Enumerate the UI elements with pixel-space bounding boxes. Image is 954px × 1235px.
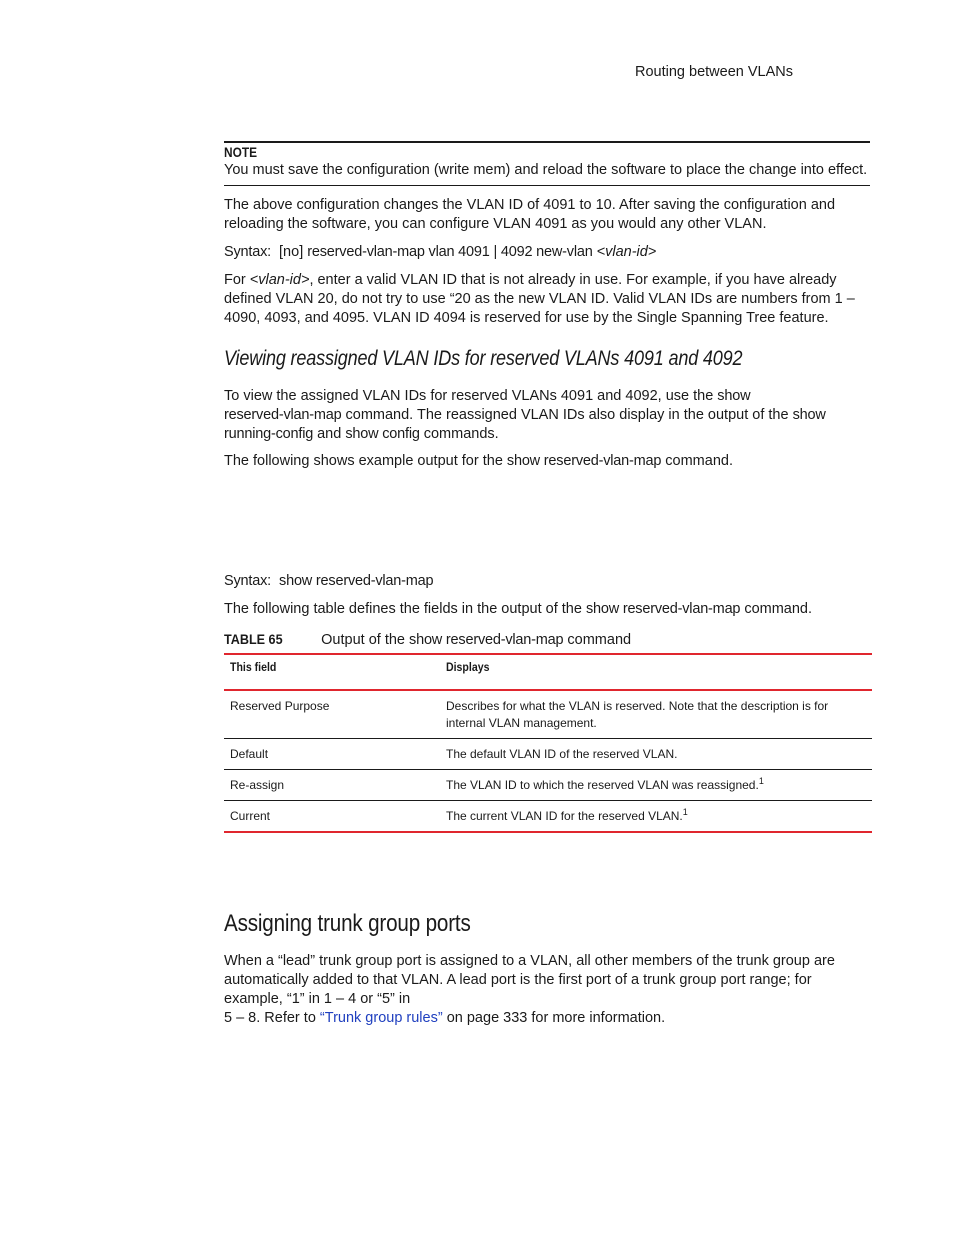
paragraph-config-change — [224, 196, 870, 234]
trunk-group-rules-link[interactable]: “Trunk group rules” — [319, 1010, 443, 1026]
text-run: commands. — [419, 426, 499, 442]
syntax-label: Syntax: — [224, 244, 271, 260]
text-run: To view the assigned VLAN IDs for reserved VLANs 4091 and 4092, use the — [224, 388, 718, 404]
note-text: You must save the configuration (write mem) and reload the software to place the change into effect. — [224, 162, 868, 178]
paragraph-line: automatically added to that VLAN. A lead port is the first port of a trunk group port range; for — [224, 972, 812, 988]
syntax-label: Syntax: — [224, 573, 271, 589]
syntax-show-reserved-vlan-map — [224, 573, 433, 589]
paragraph-table-intro — [224, 600, 870, 619]
text-run: The following table defines the fields in the output of the — [224, 601, 586, 617]
inline-command: show config — [345, 426, 420, 442]
paragraph-line: defined VLAN 20, do not try to use “20 as the new VLAN ID. Valid VLAN IDs are numbers from 1 – — [224, 291, 855, 307]
syntax-command: reserved-vlan-map vlan 4091 | 4092 new-vlan — [307, 244, 593, 260]
table-cell-display — [446, 770, 872, 801]
table-header-row — [224, 654, 872, 690]
text-run: command. — [740, 601, 813, 617]
fields-table — [224, 653, 872, 833]
section-heading-trunk: Assigning trunk group ports — [224, 910, 471, 937]
cell-line: Describes for what the VLAN is reserved. Note that the description is for — [446, 699, 829, 713]
paragraph-view-ids — [224, 387, 870, 444]
note-top-rule — [224, 141, 870, 143]
text-run: on page 333 for more information. — [442, 1010, 666, 1026]
table-cell-display — [446, 801, 872, 833]
inline-command: show — [792, 407, 826, 423]
inline-command: show reserved-vlan-map — [585, 601, 741, 617]
inline-argument: <vlan-id> — [249, 272, 310, 288]
paragraph-line: example, “1” in 1 – 4 or “5” in — [224, 991, 411, 1007]
footnote-marker: 1 — [682, 807, 688, 817]
footnote-marker: 1 — [758, 776, 764, 786]
paragraph-line: reloading the software, you can configure VLAN 4091 as you would any other VLAN. — [224, 216, 767, 232]
paragraph-trunk — [224, 952, 870, 1028]
inline-command: show — [717, 388, 751, 404]
text-run: command. — [661, 453, 733, 469]
text-run: command. The reassigned VLAN IDs also display in the output of the — [341, 407, 793, 423]
text-run: Output of the — [321, 632, 410, 648]
inline-command: show reserved-vlan-map — [409, 632, 564, 648]
table-row — [224, 739, 872, 770]
table-row — [224, 770, 872, 801]
text-run: For — [224, 272, 250, 288]
table-row — [224, 801, 872, 833]
table-cell-display — [446, 690, 872, 739]
text-run: , enter a valid VLAN ID that is not already in use. For example, if you have already — [309, 272, 837, 288]
inline-command: reserved-vlan-map — [224, 407, 342, 423]
cell-line: The current VLAN ID for the reserved VLAN. — [446, 809, 683, 823]
paragraph-example-output — [224, 452, 870, 471]
syntax-command: show reserved-vlan-map — [279, 573, 434, 589]
cell-line: internal VLAN management. — [446, 716, 597, 730]
table-cell-field: Current — [224, 801, 446, 833]
running-header: Routing between VLANs — [635, 64, 793, 80]
note-bottom-rule — [224, 185, 870, 186]
text-run: The following shows example output for the — [224, 453, 507, 469]
cell-line: The default VLAN ID of the reserved VLAN. — [446, 747, 678, 761]
text-run: command — [563, 632, 632, 648]
paragraph-line: When a “lead” trunk group port is assigned to a VLAN, all other members of the trunk group are — [224, 953, 835, 969]
table-cell-field: Re-assign — [224, 770, 446, 801]
syntax-no-option: [no] — [279, 244, 304, 260]
table-header-cell: Displays — [446, 654, 872, 690]
text-run: and — [313, 426, 346, 442]
text-run: 5 – 8. Refer to — [224, 1010, 320, 1026]
note-title: NOTE — [224, 145, 258, 160]
table-caption — [224, 631, 631, 648]
table-cell-display — [446, 739, 872, 770]
table-label: TABLE 65 — [224, 631, 283, 647]
paragraph-line: The above configuration changes the VLAN ID of 4091 to 10. After saving the configuration and — [224, 197, 836, 213]
inline-command: running-config — [224, 426, 314, 442]
table-row — [224, 690, 872, 739]
inline-command: show reserved-vlan-map — [506, 453, 662, 469]
syntax-argument: <vlan-id> — [596, 244, 657, 260]
table-cell-field: Default — [224, 739, 446, 770]
table-header-cell: This field — [224, 654, 446, 690]
section-heading-viewing: Viewing reassigned VLAN IDs for reserved VLANs 4091 and 4092 — [224, 347, 743, 370]
cell-line: The VLAN ID to which the reserved VLAN was reassigned. — [446, 778, 759, 792]
syntax-reserved-vlan-map — [224, 244, 656, 260]
paragraph-line: 4090, 4093, and 4095. VLAN ID 4094 is reserved for use by the Single Spanning Tree feature. — [224, 310, 829, 326]
paragraph-vlan-id — [224, 271, 870, 328]
table-cell-field: Reserved Purpose — [224, 690, 446, 739]
